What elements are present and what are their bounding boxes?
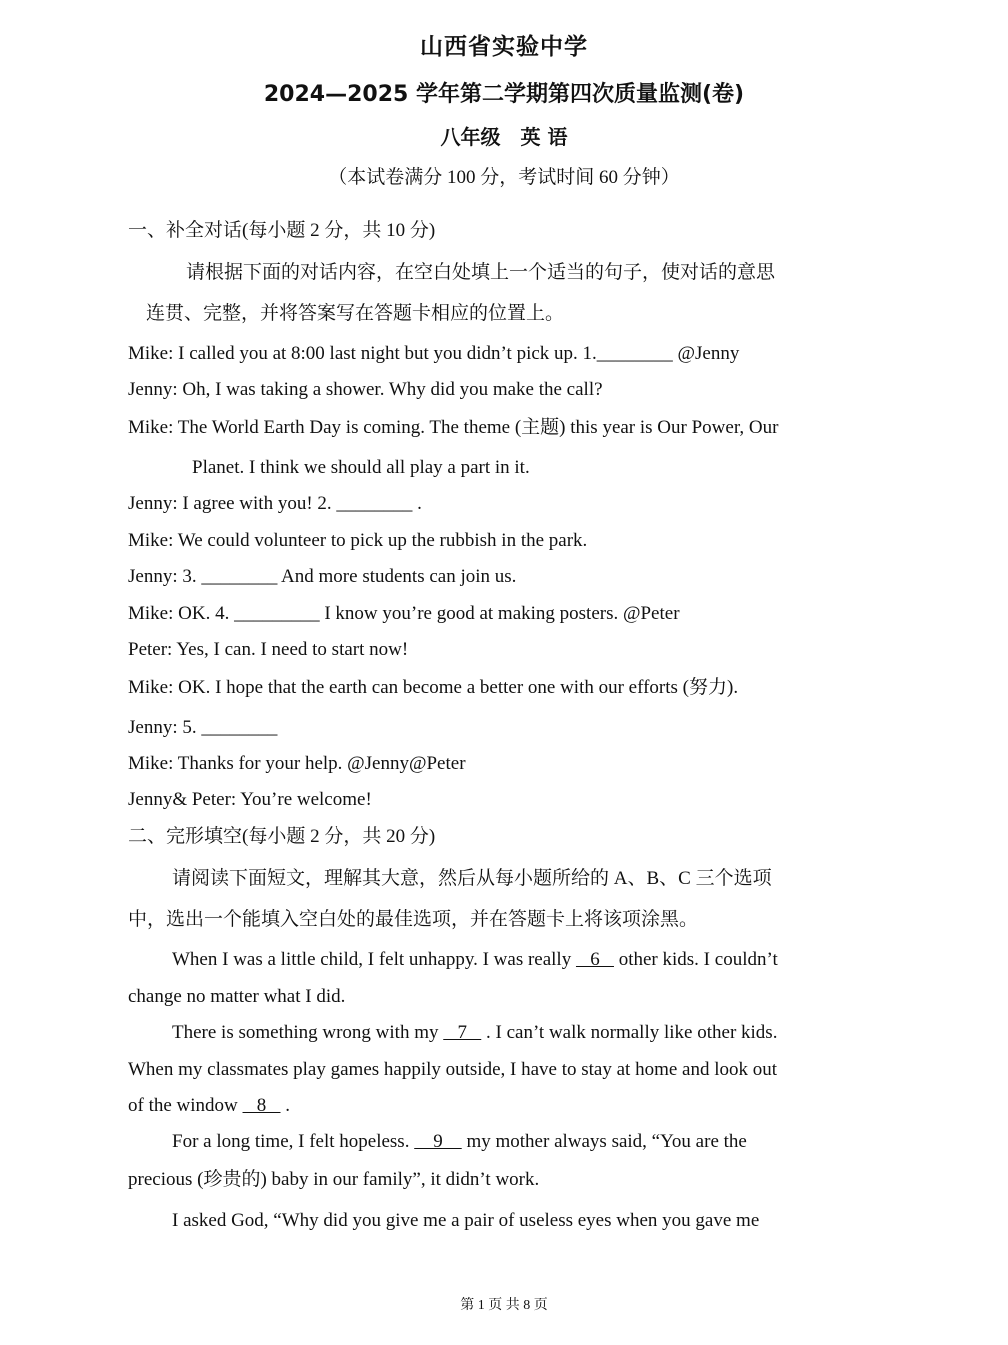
blank-8: 8 [242,1095,281,1116]
grade-subject: 八年级 英 语 [440,125,568,149]
dialogue-line: Peter: Yes, I can. I need to start now! [128,639,409,660]
dialogue-line: Jenny: Oh, I was taking a shower. Why did you make the call? [128,379,603,400]
blank-7: 7 [443,1022,482,1043]
passage-line: When my classmates play games happily outside, I have to stay at home and look out [128,1059,778,1080]
section1-instruction: 请根据下面的对话内容，在空白处填上一个适当的句子，使对话的意思 [186,262,776,283]
dialogue-line: Jenny: 3. ________ And more students can join us. [128,566,517,587]
blank-9: 9 [414,1131,462,1152]
dialogue-line: Mike: The World Earth Day is coming. The theme (主题) this year is Our Power, Our [128,417,779,438]
passage-line: For a long time, I felt hopeless. 9 my mother always said, “You are the [172,1131,747,1152]
dialogue-line: Jenny: 5. ________ [128,717,278,738]
section2-instruction: 请阅读下面短文，理解其大意，然后从每小题所给的 A、B、C 三个选项 [172,868,772,889]
dialogue-line: Mike: I called you at 8:00 last night but you didn’t pick up. 1.________ @Jenny [128,343,740,364]
section2-heading: 二、完形填空(每小题 2 分，共 20 分) [128,826,436,847]
section1-instruction: 连贯、完整，并将答案写在答题卡相应的位置上。 [146,303,565,324]
exam-title: 2024—2025 学年第二学期第四次质量监测(卷) [263,82,745,107]
section1-heading: 一、补全对话(每小题 2 分，共 10 分) [128,220,436,241]
blank-6: 6 [575,949,614,970]
passage-line: change no matter what I did. [128,986,346,1007]
school-title: 山西省实验中学 [420,34,588,60]
dialogue-line: Mike: OK. 4. _________ I know you’re good at making posters. @Peter [128,603,680,624]
dialogue-line: Jenny& Peter: You’re welcome! [128,789,372,810]
dialogue-line: Mike: We could volunteer to pick up the rubbish in the park. [128,530,588,551]
section2-instruction: 中，选出一个能填入空白处的最佳选项，并在答题卡上将该项涂黑。 [128,909,699,930]
passage-line: I asked God, “Why did you give me a pair of useless eyes when you gave me [172,1210,760,1231]
passage-line: There is something wrong with my 7 . I can’t walk normally like other kids. [172,1022,778,1043]
exam-info: （本试卷满分 100 分，考试时间 60 分钟） [328,167,680,188]
dialogue-line: Jenny: I agree with you! 2. ________ . [128,493,422,514]
dialogue-line: Planet. I think we should all play a part in it. [192,457,530,478]
passage-line: precious (珍贵的) baby in our family”, it didn’t work. [128,1169,540,1190]
page-footer: 第 1 页 共 8 页 [460,1298,548,1313]
passage-line: of the window 8 . [128,1095,291,1116]
dialogue-line: Mike: Thanks for your help. @Jenny@Peter [128,753,466,774]
passage-line: When I was a little child, I felt unhappy. I was really 6 other kids. I couldn’t [172,949,778,970]
dialogue-line: Mike: OK. I hope that the earth can become a better one with our efforts (努力). [128,677,739,698]
